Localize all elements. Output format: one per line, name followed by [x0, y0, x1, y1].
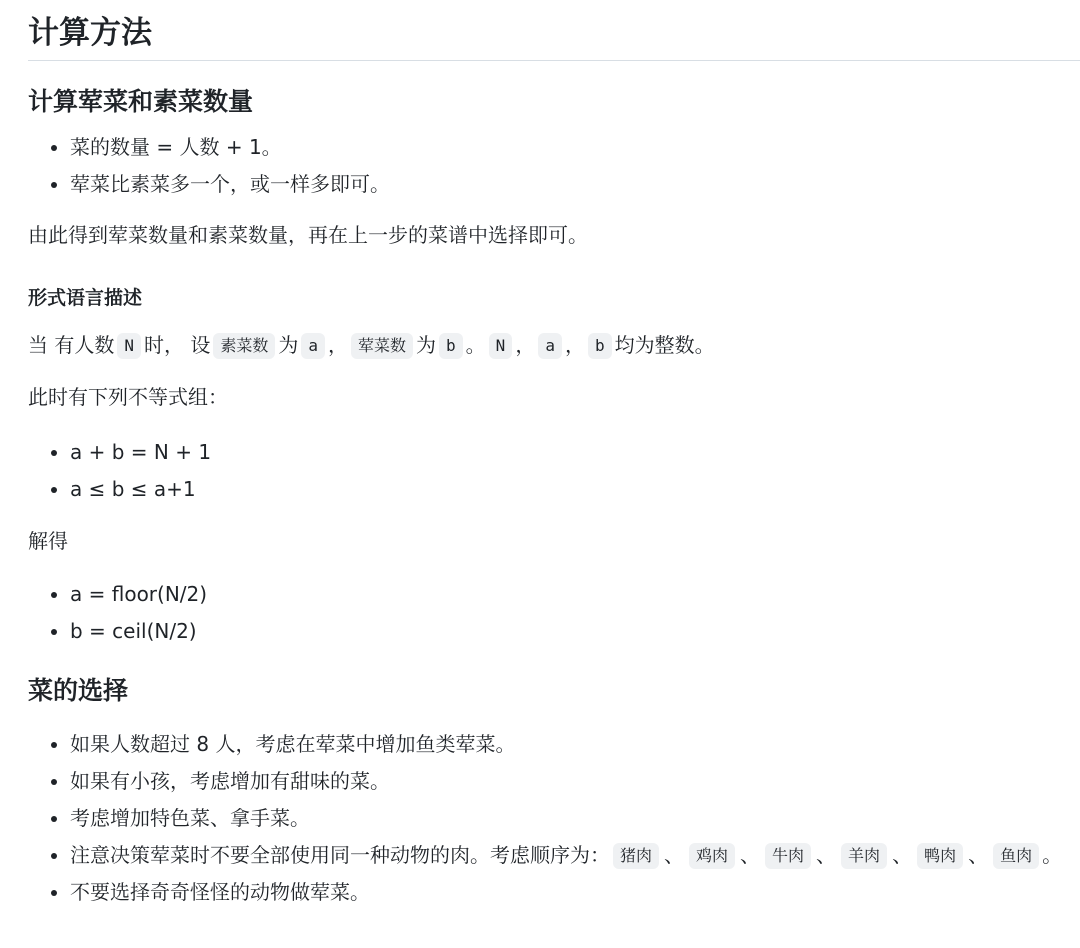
- sentence-text: 时， 设: [144, 333, 211, 357]
- list-item: • 考虑增加特色菜、拿手菜。: [70, 800, 1080, 837]
- list-item: • 菜的数量 = 人数 + 1。: [70, 129, 1080, 166]
- inline-code: a: [301, 333, 325, 359]
- sentence-text: 为: [278, 333, 299, 357]
- solution-list: [28, 576, 1080, 650]
- meat-code: 猪肉: [613, 843, 659, 869]
- list-item: • 如果人数超过 8 人，考虑在荤菜中增加鱼类荤菜。: [70, 726, 1080, 763]
- list-item: • 不要选择奇奇怪怪的动物做荤菜。: [70, 874, 1080, 911]
- inline-code: b: [588, 333, 612, 359]
- inequality-intro: 此时有下列不等式组：: [28, 385, 228, 409]
- section-heading-count: 计算荤菜和素菜数量: [28, 87, 254, 116]
- list-item: • a ≤ b ≤ a+1: [70, 471, 1080, 508]
- sentence-text: ，: [564, 333, 585, 357]
- meat-order-end: 。: [1042, 843, 1063, 867]
- inline-code: N: [489, 333, 513, 359]
- meat-separator: 、: [968, 843, 989, 867]
- choice-list: [28, 726, 1080, 911]
- count-rules-list: [28, 129, 1080, 203]
- sentence-text: 。: [465, 333, 486, 357]
- meat-code: 牛肉: [765, 843, 811, 869]
- list-item: • a + b = N + 1: [70, 434, 1080, 471]
- solve-label: 解得: [28, 529, 68, 553]
- sentence-text: 当 有人数: [28, 333, 115, 357]
- meat-separator: 、: [740, 843, 761, 867]
- list-item: • a = floor(N/2): [70, 576, 1080, 613]
- sentence-text: ，: [328, 333, 349, 357]
- list-item-meat-order: [70, 837, 1080, 874]
- list-item: • 荤菜比素菜多一个，或一样多即可。: [70, 166, 1080, 203]
- formal-heading: 形式语言描述: [28, 287, 143, 309]
- inline-code: b: [439, 333, 463, 359]
- meat-order-text: 注意决策荤菜时不要全部使用同一种动物的肉。考虑顺序为：: [70, 843, 610, 867]
- inline-code: a: [538, 333, 562, 359]
- formal-sentence: [28, 330, 1080, 360]
- page-title: 计算方法: [28, 0, 1080, 61]
- sentence-text: 均为整数。: [614, 333, 715, 357]
- inequality-list: [28, 434, 1080, 508]
- meat-code: 鸡肉: [689, 843, 735, 869]
- inline-code: 素菜数: [213, 333, 275, 359]
- meat-separator: 、: [816, 843, 837, 867]
- meat-code: 鸭肉: [917, 843, 963, 869]
- summary-paragraph: 由此得到荤菜数量和素菜数量，再在上一步的菜谱中选择即可。: [28, 223, 588, 247]
- inline-code: 荤菜数: [351, 333, 413, 359]
- meat-separator: 、: [892, 843, 913, 867]
- sentence-text: 为: [416, 333, 437, 357]
- meat-code: 羊肉: [841, 843, 887, 869]
- section-heading-choice: 菜的选择: [28, 676, 129, 705]
- meat-code: 鱼肉: [993, 843, 1039, 869]
- meat-separator: 、: [664, 843, 685, 867]
- inline-code: N: [117, 333, 141, 359]
- sentence-text: ，: [515, 333, 536, 357]
- list-item: • 如果有小孩，考虑增加有甜味的菜。: [70, 763, 1080, 800]
- list-item: • b = ceil(N/2): [70, 613, 1080, 650]
